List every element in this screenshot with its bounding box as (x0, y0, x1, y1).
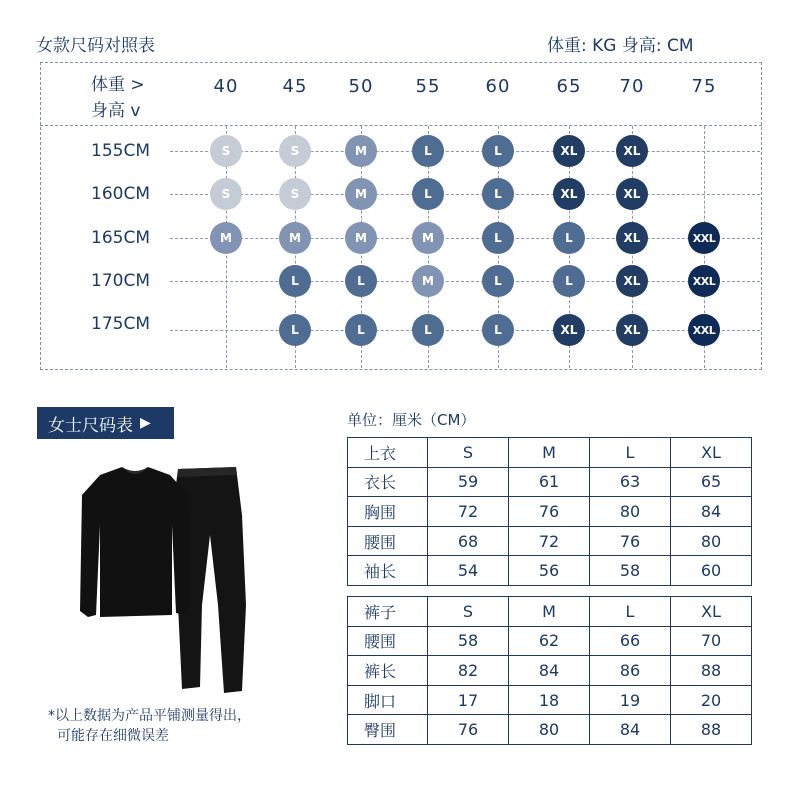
size-dot: L (482, 265, 514, 297)
table-cell: 88 (671, 715, 752, 745)
badge-label: 女士尺码表 (48, 415, 133, 436)
table-cell: 84 (590, 715, 671, 745)
weight-col-50: 50 (348, 76, 374, 97)
size-dot: L (412, 178, 444, 210)
size-dot: XXL (688, 222, 720, 254)
size-dot: S (279, 135, 311, 167)
table-row-label: 裤长 (348, 656, 428, 686)
table-cell: M (509, 597, 590, 627)
table-cell: M (509, 438, 590, 468)
table-cell: 17 (428, 685, 509, 715)
size-dot: XL (616, 222, 648, 254)
weight-col-70: 70 (619, 76, 645, 97)
table-cell: 60 (671, 556, 752, 586)
table-cell: 70 (671, 626, 752, 656)
size-dot: XL (616, 178, 648, 210)
table-cell: 20 (671, 685, 752, 715)
table-row (348, 656, 752, 686)
note-line-1: *以上数据为产品平铺测量得出， (48, 708, 251, 724)
size-dot: XL (553, 314, 585, 346)
weight-col-45: 45 (282, 76, 308, 97)
size-dot: L (553, 222, 585, 254)
table-row (348, 626, 752, 656)
table-cell: 84 (671, 497, 752, 527)
chart-header-divider (40, 125, 762, 126)
unit-label: 单位：厘米（CM） (347, 411, 476, 429)
table-cell: 63 (590, 467, 671, 497)
size-dot: L (482, 314, 514, 346)
table-header-row (348, 438, 752, 468)
size-dot: M (345, 178, 377, 210)
size-dot: M (412, 265, 444, 297)
size-dot: S (210, 178, 242, 210)
height-row-label: 165CM (91, 228, 150, 248)
table-row (348, 715, 752, 745)
table-cell: L (590, 438, 671, 468)
size-dot: XL (553, 178, 585, 210)
height-row-label: 175CM (91, 314, 150, 334)
size-dot: M (345, 222, 377, 254)
table-cell: 86 (590, 656, 671, 686)
size-dot: L (412, 135, 444, 167)
table-row (348, 556, 752, 586)
table-cell: 19 (590, 685, 671, 715)
height-row-label: 170CM (91, 271, 150, 291)
size-dot: S (279, 178, 311, 210)
height-axis-label: 身高 v (91, 101, 141, 121)
measurement-note (48, 706, 251, 746)
table-cell: 54 (428, 556, 509, 586)
table-row-label: 裤子 (348, 597, 428, 627)
size-dot: M (279, 222, 311, 254)
womens-size-table-badge (37, 407, 174, 439)
table-row (348, 685, 752, 715)
table-cell: 80 (590, 497, 671, 527)
weight-col-65: 65 (556, 76, 582, 97)
table-cell: 61 (509, 467, 590, 497)
table-cell: 76 (428, 715, 509, 745)
table-cell: 18 (509, 685, 590, 715)
table-cell: 72 (509, 526, 590, 556)
table-row-label: 衣长 (348, 467, 428, 497)
table-cell: 80 (509, 715, 590, 745)
size-dot: L (279, 314, 311, 346)
weight-axis-label: 体重 > (91, 75, 145, 95)
table-header-row (348, 597, 752, 627)
size-dot: L (279, 265, 311, 297)
size-dot: L (345, 265, 377, 297)
table-row-label: 臀围 (348, 715, 428, 745)
table-cell: 58 (428, 626, 509, 656)
table-row-label: 上衣 (348, 438, 428, 468)
tops-size-table (347, 437, 752, 586)
size-dot: M (412, 222, 444, 254)
table-cell: 59 (428, 467, 509, 497)
size-dot: XL (553, 135, 585, 167)
thermal-underwear-image (60, 455, 260, 700)
grid-row-line (170, 151, 760, 152)
size-dot: S (210, 135, 242, 167)
grid-row-line (170, 330, 760, 331)
table-cell: 62 (509, 626, 590, 656)
table-row-label: 腰围 (348, 526, 428, 556)
table-row-label: 腰围 (348, 626, 428, 656)
size-dot: M (210, 222, 242, 254)
height-row-label: 155CM (91, 141, 150, 161)
table-cell: 56 (509, 556, 590, 586)
table-cell: 72 (428, 497, 509, 527)
triangle-right-icon: ▶ (140, 415, 151, 431)
grid-row-line (170, 194, 760, 195)
size-dot: XL (616, 135, 648, 167)
page-title: 女款尺码对照表 (36, 36, 155, 56)
table-cell: 88 (671, 656, 752, 686)
size-dot: L (482, 222, 514, 254)
table-cell: 82 (428, 656, 509, 686)
size-dot: L (345, 314, 377, 346)
grid-row-line (170, 281, 760, 282)
table-cell: 84 (509, 656, 590, 686)
table-row-label: 胸围 (348, 497, 428, 527)
table-cell: XL (671, 597, 752, 627)
size-dot: L (553, 265, 585, 297)
note-line-2: 可能存在细微误差 (57, 728, 169, 744)
table-row (348, 526, 752, 556)
weight-col-75: 75 (691, 76, 717, 97)
table-cell: 76 (590, 526, 671, 556)
table-cell: 76 (509, 497, 590, 527)
size-dot: XL (616, 314, 648, 346)
size-dot: XL (616, 265, 648, 297)
table-cell: 58 (590, 556, 671, 586)
size-dot: L (412, 314, 444, 346)
table-row-label: 袖长 (348, 556, 428, 586)
size-dot: XXL (688, 265, 720, 297)
pants-size-table (347, 596, 752, 745)
table-row-label: 脚口 (348, 685, 428, 715)
size-dot: L (482, 178, 514, 210)
grid-row-line (170, 238, 760, 239)
table-cell: S (428, 597, 509, 627)
table-cell: 65 (671, 467, 752, 497)
units-label: 体重: KG 身高: CM (547, 36, 694, 56)
size-dot: M (345, 135, 377, 167)
weight-col-55: 55 (415, 76, 441, 97)
table-cell: S (428, 438, 509, 468)
height-row-label: 160CM (91, 184, 150, 204)
table-cell: XL (671, 438, 752, 468)
table-row (348, 467, 752, 497)
table-cell: 68 (428, 526, 509, 556)
table-cell: L (590, 597, 671, 627)
size-dot: XXL (688, 314, 720, 346)
weight-col-40: 40 (213, 76, 239, 97)
table-cell: 66 (590, 626, 671, 656)
weight-col-60: 60 (485, 76, 511, 97)
table-cell: 80 (671, 526, 752, 556)
size-dot: L (482, 135, 514, 167)
table-row (348, 497, 752, 527)
